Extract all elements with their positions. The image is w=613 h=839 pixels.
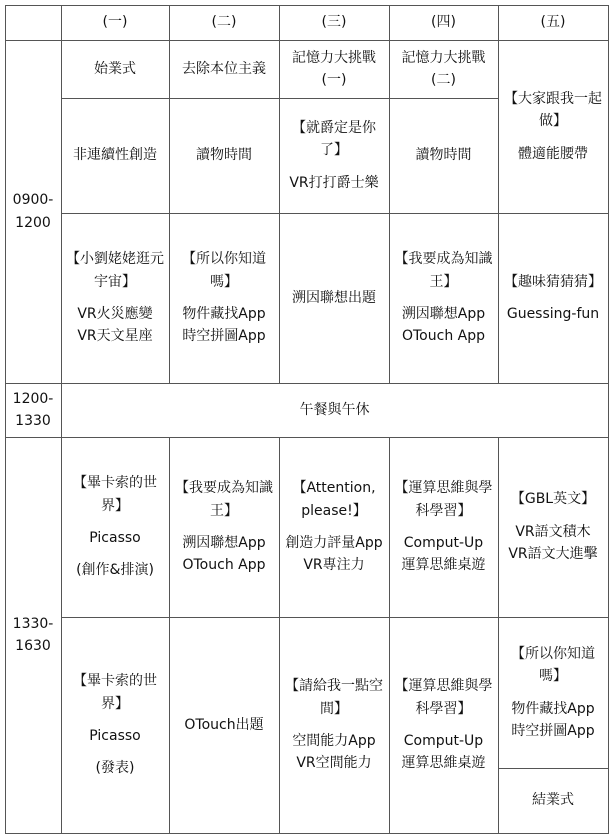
cell-line: 1330- [12, 615, 54, 632]
cell-line: 【GBL英文】 [510, 491, 596, 508]
table-rule [279, 437, 280, 834]
cell-line: OTouch出題 [184, 716, 264, 733]
cell-line: 讀物時間 [196, 147, 252, 164]
table-rule [61, 213, 609, 214]
cell-line: 王】 [429, 273, 458, 290]
table-rule [389, 437, 390, 834]
cell-line: 時空拼圖App [511, 722, 595, 739]
cell-line: 非連續性創造 [73, 147, 157, 164]
cell-line: 【就爵定是你 [292, 119, 376, 136]
cell-line: (四) [431, 14, 456, 31]
cell-line: (二) [211, 14, 237, 31]
header-day-mon [61, 5, 169, 40]
cell-line: 【所以你知道 [511, 645, 595, 662]
cell-line: 界】 [101, 497, 129, 514]
cell-line: VR空間能力 [296, 755, 372, 772]
cell-line: (發表) [95, 760, 135, 777]
table-rule [61, 617, 609, 618]
table-rule [498, 768, 609, 769]
cell-line: 1200 [15, 214, 51, 231]
cell-line: 嗎】 [210, 273, 238, 290]
cell-line: 時空拼圖App [182, 328, 266, 345]
cell-line: 1330 [15, 413, 51, 429]
table-rule [498, 5, 499, 384]
cell-line: 0900- [12, 192, 54, 209]
r4-tue [169, 437, 279, 617]
table-rule [5, 5, 609, 6]
cell-line: 【所以你知道 [182, 251, 266, 268]
cell-line: (創作&排演) [76, 562, 154, 579]
cell-line: 記憶力大挑戰 [401, 49, 486, 66]
cell-line: VR專注力 [303, 557, 365, 574]
table-rule [5, 437, 609, 438]
r5-thu [389, 617, 498, 833]
r3-thu [389, 213, 498, 383]
cell-line: 【我要成為知識 [175, 480, 273, 497]
table-rule [498, 437, 499, 834]
r4-thu [389, 437, 498, 617]
time-afternoon [5, 437, 61, 833]
cell-line: 體適能腰帶 [518, 145, 588, 162]
table-rule [169, 5, 170, 384]
cell-line: (三) [321, 14, 347, 31]
cell-line: 界】 [101, 695, 129, 712]
r1r2-fri [498, 40, 608, 213]
cell-line: 運算思維桌遊 [401, 557, 486, 574]
cell-line: 了】 [320, 142, 348, 159]
cell-line: 【趣味猜猜猜】 [504, 273, 602, 290]
cell-line: 1630 [15, 638, 51, 654]
r5-fri-top [498, 617, 608, 768]
cell-line: Picasso [89, 530, 141, 546]
cell-line: 空間能力App [292, 733, 376, 749]
header-day-wed [279, 5, 389, 40]
cell-line: (一) [321, 72, 347, 88]
r1-tue [169, 40, 279, 98]
table-rule [5, 383, 609, 384]
cell-line: 創造力評量App [285, 535, 383, 551]
r2-mon [61, 98, 169, 213]
r3-fri [498, 213, 608, 383]
header-day-thu [389, 5, 498, 40]
cell-line: OTouch App [182, 557, 266, 574]
r2-wed [279, 98, 389, 213]
table-rule [5, 833, 609, 834]
header-day-tue [169, 5, 279, 40]
r1-mon [61, 40, 169, 98]
cell-line: 始業式 [94, 60, 136, 77]
r4-wed [279, 437, 389, 617]
cell-line: 1200- [12, 390, 54, 407]
r3-tue [169, 213, 279, 383]
cell-line: 讀物時間 [415, 147, 472, 164]
r5-wed [279, 617, 389, 833]
cell-line: 溯因聯想App [182, 535, 266, 551]
noon-activity [61, 383, 608, 437]
cell-line: 午餐與午休 [299, 401, 370, 418]
cell-line: VR語文積木 [515, 523, 591, 540]
table-rule [61, 98, 499, 99]
r4-fri [498, 437, 608, 617]
cell-line: 【我要成為知識 [394, 251, 493, 268]
cell-line: 溯因聯想App [401, 306, 486, 322]
r1-wed [279, 40, 389, 98]
cell-line: 嗎】 [539, 668, 567, 685]
cell-line: 科學習】 [415, 502, 472, 519]
time-morning [5, 40, 61, 383]
r2-thu [389, 98, 498, 213]
cell-line: 物件藏找App [511, 700, 595, 717]
r5-mon [61, 617, 169, 833]
cell-line: (一) [102, 14, 128, 31]
cell-line: (二) [431, 72, 456, 88]
cell-line: 去除本位主義 [182, 60, 266, 77]
header-day-fri [498, 5, 608, 40]
cell-line: 間】 [320, 700, 348, 717]
cell-line: Guessing-fun [506, 306, 600, 322]
time-noon [5, 383, 61, 437]
cell-line: VR打打爵士樂 [289, 174, 379, 191]
cell-line: VR語文大進擊 [508, 546, 598, 563]
cell-line: 【運算思維與學 [394, 678, 493, 695]
r2-tue [169, 98, 279, 213]
cell-line: 【Attention, [292, 480, 376, 497]
r3-wed [279, 213, 389, 383]
table-rule [61, 5, 62, 834]
cell-line: 【小劉姥姥逛元 [66, 251, 164, 268]
cell-line: 【大家跟我一起 [504, 90, 602, 107]
cell-line: 【運算思維與學 [394, 480, 493, 497]
r5-tue [169, 617, 279, 833]
table-rule [389, 5, 390, 384]
cell-line: 王】 [210, 502, 238, 519]
r1-thu [389, 40, 498, 98]
r3-mon [61, 213, 169, 383]
cell-line: 【畢卡索的世 [73, 475, 157, 492]
cell-line: 【畢卡索的世 [73, 673, 157, 690]
cell-line: 結業式 [532, 792, 574, 809]
cell-line: 物件藏找App [182, 306, 266, 322]
cell-line: Comput-Up [403, 535, 484, 551]
table-rule [608, 5, 609, 834]
cell-line: 科學習】 [415, 700, 472, 717]
r4-mon [61, 437, 169, 617]
r5-fri-bottom [498, 768, 608, 833]
cell-line: VR天文星座 [77, 328, 153, 345]
table-rule [5, 5, 6, 834]
table-rule [5, 40, 609, 41]
cell-line: Picasso [89, 728, 141, 744]
cell-line: OTouch App [401, 328, 485, 345]
cell-line: 做】 [539, 113, 567, 130]
cell-line: VR火災應變 [77, 306, 153, 322]
cell-line: Comput-Up [403, 733, 484, 749]
table-rule [279, 5, 280, 384]
cell-line: (五) [540, 14, 566, 31]
cell-line: 記憶力大挑戰 [292, 49, 376, 66]
cell-line: 宇宙】 [94, 273, 136, 290]
cell-line: 【請給我一點空 [285, 678, 383, 695]
cell-line: 運算思維桌遊 [401, 755, 486, 772]
table-rule [169, 437, 170, 834]
cell-line: please!】 [301, 502, 367, 519]
cell-line: 溯因聯想出題 [292, 289, 376, 306]
